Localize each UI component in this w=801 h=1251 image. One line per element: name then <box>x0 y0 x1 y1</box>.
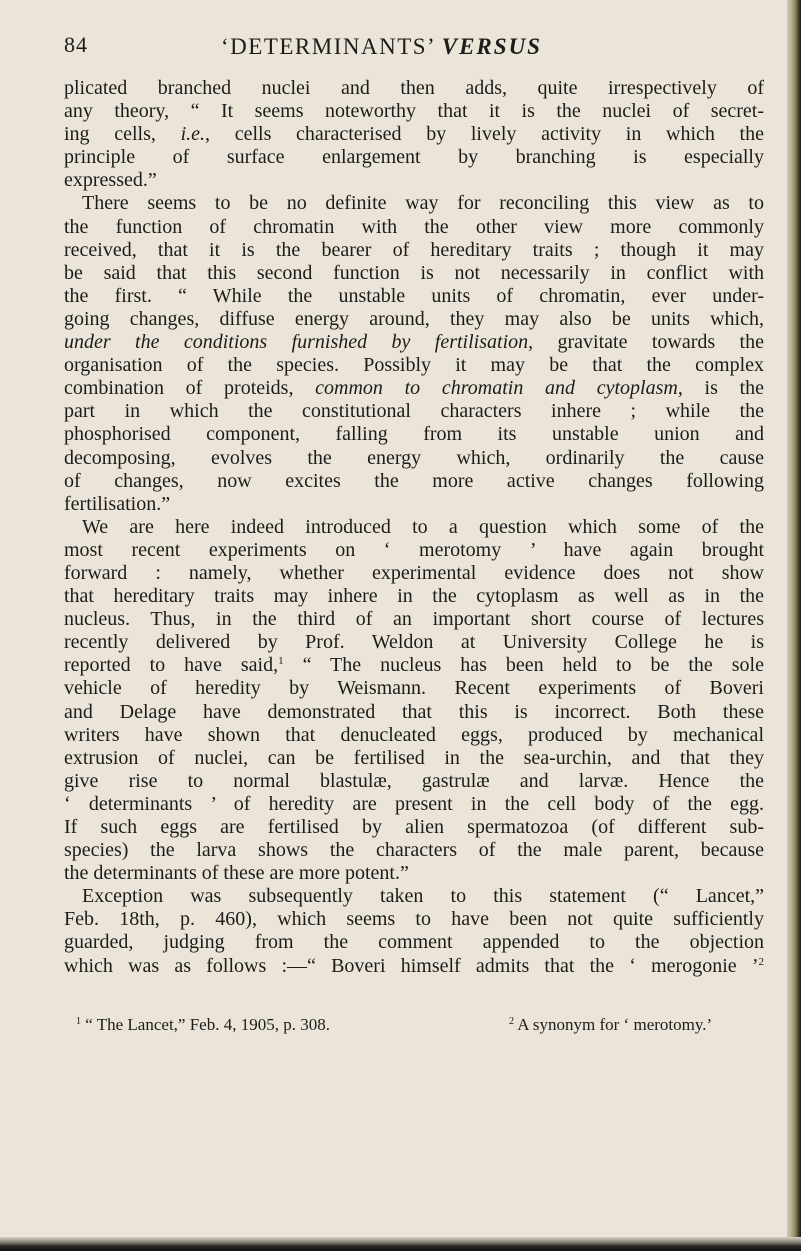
text-line: recently delivered by Prof. Weldon at University College he is <box>64 631 764 654</box>
running-head-versus: VERSUS <box>441 34 542 59</box>
text-line: of changes, now excites the more active changes following <box>64 469 764 492</box>
text-line: be said that this second function is not necessarily in conflict with <box>64 261 764 284</box>
page-edge-bottom <box>0 1237 801 1251</box>
text-line: principle of surface enlargement by branching is especially <box>64 146 764 169</box>
text-segment: reported to have said, <box>64 654 279 677</box>
body-text <box>64 77 764 978</box>
text-line: organisation of the species. Possibly it may be that the complex <box>64 354 764 377</box>
footnote-2 <box>509 1015 712 1035</box>
paragraph-2 <box>64 192 764 515</box>
text-line <box>64 955 764 978</box>
text-line: most recent experiments on ‘ merotomy ’ have again brought <box>64 538 764 561</box>
italic-text: common to chromatin and cytoplasm <box>315 377 678 400</box>
text-line: fertilisation.” <box>64 492 171 515</box>
text-segment: , gravitate towards the <box>528 331 764 354</box>
text-line: Exception was subsequently taken to this statement (“ Lancet,” <box>82 885 764 908</box>
italic-text: i.e. <box>180 123 206 146</box>
text-line: any theory, “ It seems noteworthy that it is the nuclei of secret- <box>64 100 764 123</box>
text-line: guarded, judging from the comment appended to the objection <box>64 931 764 954</box>
footnote-ref: 2 <box>758 955 764 968</box>
text-line: If such eggs are fertilised by alien spermatozoa (of different sub- <box>64 816 764 838</box>
text-line: nucleus. Thus, in the third of an important short course of lectures <box>64 608 764 631</box>
footnote-text: A synonym for ‘ merotomy.’ <box>514 1015 713 1034</box>
text-line: Feb. 18th, p. 460), which seems to have been not quite sufficiently <box>64 908 764 931</box>
text-line: that hereditary traits may inhere in the cytoplasm as well as in the <box>64 585 764 608</box>
running-head-main: ‘DETERMINANTS’ <box>221 34 442 59</box>
text-line: writers have shown that denucleated eggs, produced by mechanical <box>64 723 764 746</box>
text-line: vehicle of heredity by Weismann. Recent experiments of Boveri <box>64 677 764 700</box>
text-line: species) the larva shows the characters of the male parent, because <box>64 839 764 862</box>
text-line: We are here indeed introduced to a question which some of the <box>82 515 764 538</box>
text-line: going changes, diffuse energy around, they may also be units which, <box>64 307 764 330</box>
footnote-ref: 1 <box>278 655 284 668</box>
text-line <box>64 331 764 354</box>
paragraph-3 <box>64 516 764 886</box>
text-segment: “ The nucleus has been held to be the sole <box>283 654 764 677</box>
text-line: decomposing, evolves the energy which, ordinarily the cause <box>64 446 764 469</box>
text-line: part in which the constitutional characters inhere ; while the <box>64 400 764 423</box>
page-number: 84 <box>64 32 88 57</box>
text-segment: , cells characterised by lively activity in which the <box>205 123 764 146</box>
text-line: There seems to be no definite way for reconciling this view as to <box>82 192 764 215</box>
text-line: plicated branched nuclei and then adds, quite irrespectively of <box>64 77 764 99</box>
text-line: extrusion of nuclei, can be fertilised in the sea-urchin, and that they <box>64 746 764 769</box>
text-segment: , is the <box>677 377 765 400</box>
text-line: give rise to normal blastulæ, gastrulæ and larvæ. Hence the <box>64 769 764 792</box>
page-header <box>64 30 764 70</box>
text-line: forward : namely, whether experimental evidence does not show <box>64 561 764 584</box>
text-line: received, that it is the bearer of hereditary traits ; though it may <box>64 238 764 261</box>
text-line: ‘ determinants ’ of heredity are present in the cell body of the egg. <box>64 792 764 815</box>
page-edge-right <box>787 0 801 1251</box>
text-line: expressed.” <box>64 169 157 192</box>
paragraph-4 <box>64 885 764 977</box>
text-line <box>64 123 764 146</box>
footnote-mark: 2 <box>509 1016 514 1027</box>
text-segment: ing cells, <box>64 123 181 146</box>
text-segment: combination of proteids, <box>64 377 316 400</box>
text-line: the determinants of these are more potent.” <box>64 862 409 885</box>
text-line: and Delage have demonstrated that this is incorrect. Both these <box>64 700 764 723</box>
paragraph-1 <box>64 77 764 192</box>
text-line <box>64 377 764 400</box>
text-line: the first. “ While the unstable units of chromatin, ever under- <box>64 284 764 307</box>
text-line: the function of chromatin with the other view more commonly <box>64 215 764 238</box>
text-line: phosphorised component, falling from its unstable union and <box>64 423 764 446</box>
footnote-mark: 1 <box>76 1016 81 1027</box>
text-segment: which was as follows :—“ Boveri himself admits that the ‘ merogonie ’ <box>64 954 759 977</box>
footnote-1 <box>76 1015 330 1035</box>
italic-text: under the conditions furnished by fertilisation <box>64 331 529 354</box>
footnote-text: “ The Lancet,” Feb. 4, 1905, p. 308. <box>81 1015 330 1034</box>
running-head <box>221 34 542 60</box>
text-line <box>64 654 764 677</box>
